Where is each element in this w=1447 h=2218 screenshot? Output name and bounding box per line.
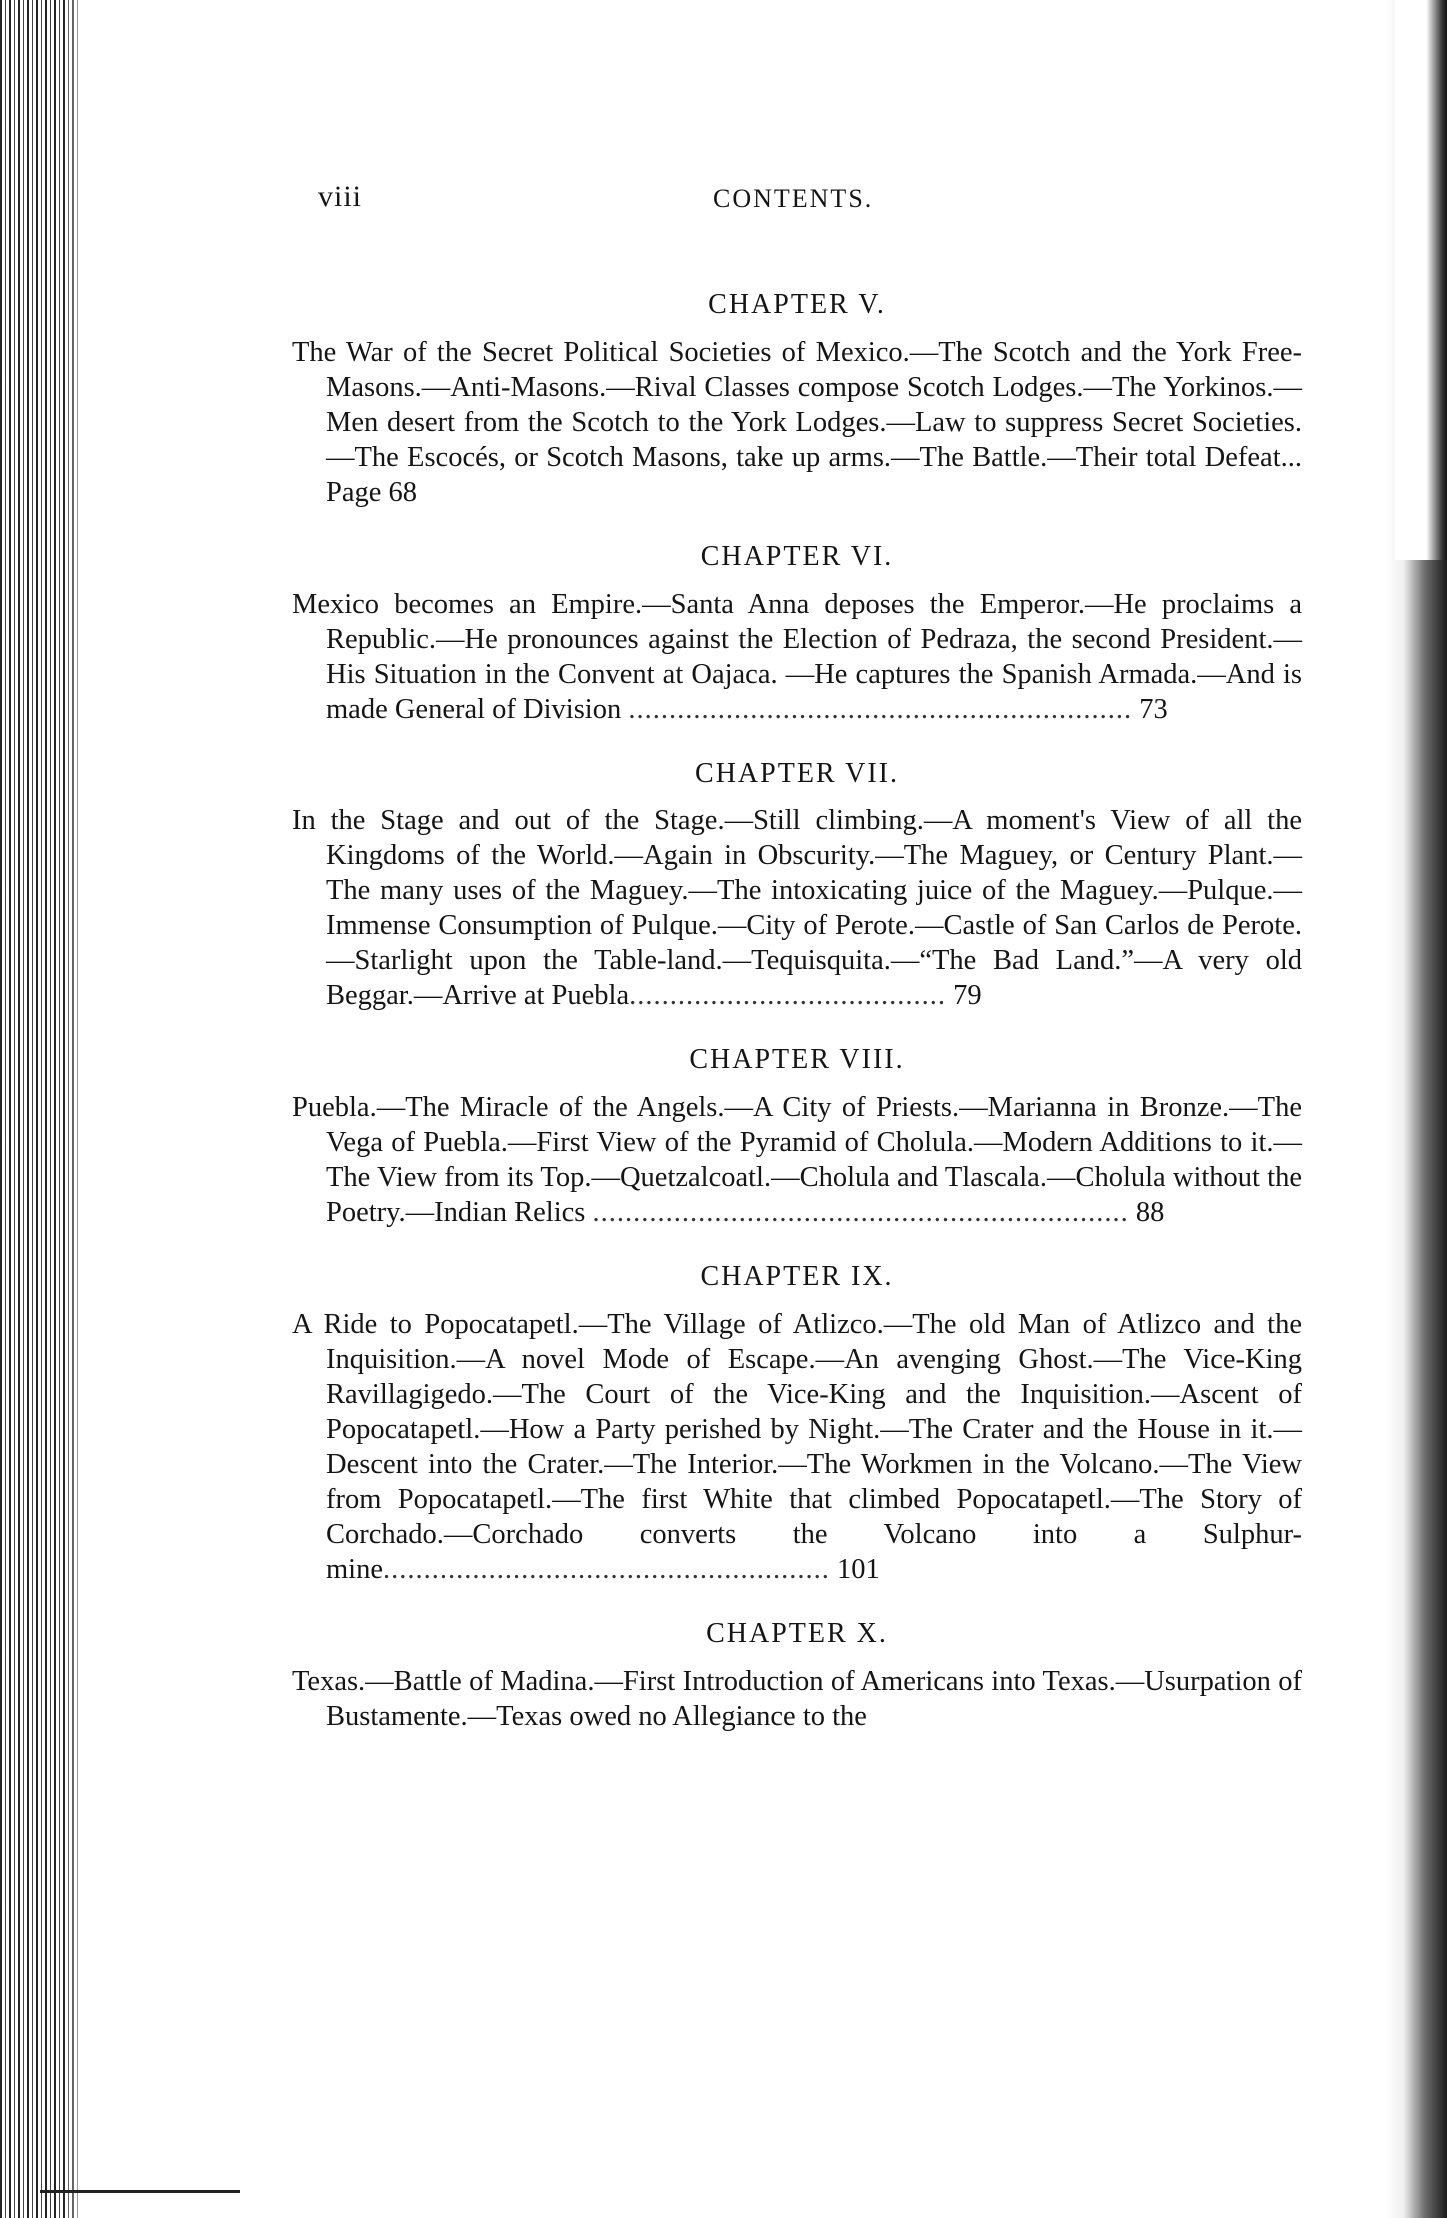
chapter-page-ref: 101 [837,1553,880,1585]
chapter-page-ref: 73 [1139,693,1168,725]
chapter-title: CHAPTER VII. [695,757,899,789]
chapter-entry-10 [292,1619,1302,1734]
chapter-entry-8 [292,1045,1302,1230]
chapter-summary [292,1307,1302,1587]
chapter-title: CHAPTER VI. [700,540,894,572]
chapter-summary [292,587,1302,727]
page-right-edge-shadow-top [1395,0,1447,560]
contents-list [292,290,1302,1766]
chapter-title: CHAPTER IX. [700,1261,894,1293]
chapter-summary-text: In the Stage and out of the Stage.—Still climbing.—A moment's View of all the Kingdoms of the World.—Again in Obscurity.—The Maguey, or Century Plant.—The many uses of the Maguey.—The intoxicating juice of the Maguey.—Pulque.—Immense Consumption of Pulque.—City of Perote.—Castle of San Carlos de Perote.—Starlight upon the Table-land.—Tequisquita.—“The Bad Land.”—A very old Beggar.—Arrive at Puebla [292,805,1302,1012]
dot-leader: ....................................................... [383,1553,830,1585]
chapter-entry-5 [292,290,1302,510]
chapter-summary-text: A Ride to Popocatapetl.—The Village of Atlizco.—The old Man of Atlizco and the Inquisition.—A novel Mode of Escape.—An avenging Ghost.—The Vice-King Ravillagigedo.—The Court of the Vice-King and the Inquisition.—Ascent of Popocatapetl.—How a Party perished by Night.—The Crater and the House in it.—Descent into the Crater.—The Interior.—The Workmen in the Volcano.—The View from Popocatapetl.—The first White that climbed Popocatapetl.—The Story of Corchado.—Corchado converts the Volcano into a Sulphur-mine [292,1308,1302,1585]
chapter-summary-text: Texas.—Battle of Madina.—First Introduction of Americans into Texas.—Usurpation of Bustamente.—Texas owed no Allegiance to the [292,1665,1302,1732]
page-header [318,180,1318,220]
running-head: CONTENTS. [713,184,874,213]
chapter-page-ref: 88 [1135,1197,1165,1229]
chapter-summary-text: The War of the Secret Political Societies of Mexico.—The Scotch and the York Free-Masons.—Anti-Masons.—Rival Classes compose Scotch Lodges.—The Yorkinos.—Men desert from the Scotch to the York Lodges.—Law to suppress Secret Societies.—The Escocés, or Scotch Masons, take up arms.—The Battle.—Their total Defeat... [292,336,1302,473]
binding-gutter-foot [40,2190,240,2193]
dot-leader: .............................................................. [628,693,1133,725]
chapter-entry-9 [292,1262,1302,1587]
chapter-summary [292,803,1302,1013]
page-folio: viii [318,180,363,213]
chapter-summary [292,335,1302,510]
chapter-summary-text: Mexico becomes an Empire.—Santa Anna deposes the Emperor.—He proclaims a Republic.—He pronounces against the Election of Pedraza, the second President.—His Situation in the Convent at Oajaca. —He captures the Spanish Armada.—And is made General of Division [292,588,1302,725]
chapter-page-ref: Page 68 [326,476,418,508]
chapter-page-ref: 79 [953,980,982,1012]
chapter-summary-text: Puebla.—The Miracle of the Angels.—A City of Priests.—Marianna in Bronze.—The Vega of Puebla.—First View of the Pyramid of Cholula.—Modern Additions to it.—The View from its Top.—Quetzalcoatl.—Cholula and Tlascala.—Cholula without the Poetry.—Indian Relics [292,1092,1302,1229]
chapter-title: CHAPTER X. [706,1617,888,1649]
chapter-entry-6 [292,542,1302,727]
chapter-summary [292,1090,1302,1230]
chapter-summary [292,1664,1302,1734]
chapter-entry-7 [292,759,1302,1014]
binding-gutter-fade [64,0,94,2218]
chapter-title: CHAPTER V. [708,289,886,320]
dot-leader: ....................................... [629,980,946,1012]
dot-leader: .................................................................. [592,1197,1129,1229]
chapter-title: CHAPTER VIII. [689,1044,905,1076]
